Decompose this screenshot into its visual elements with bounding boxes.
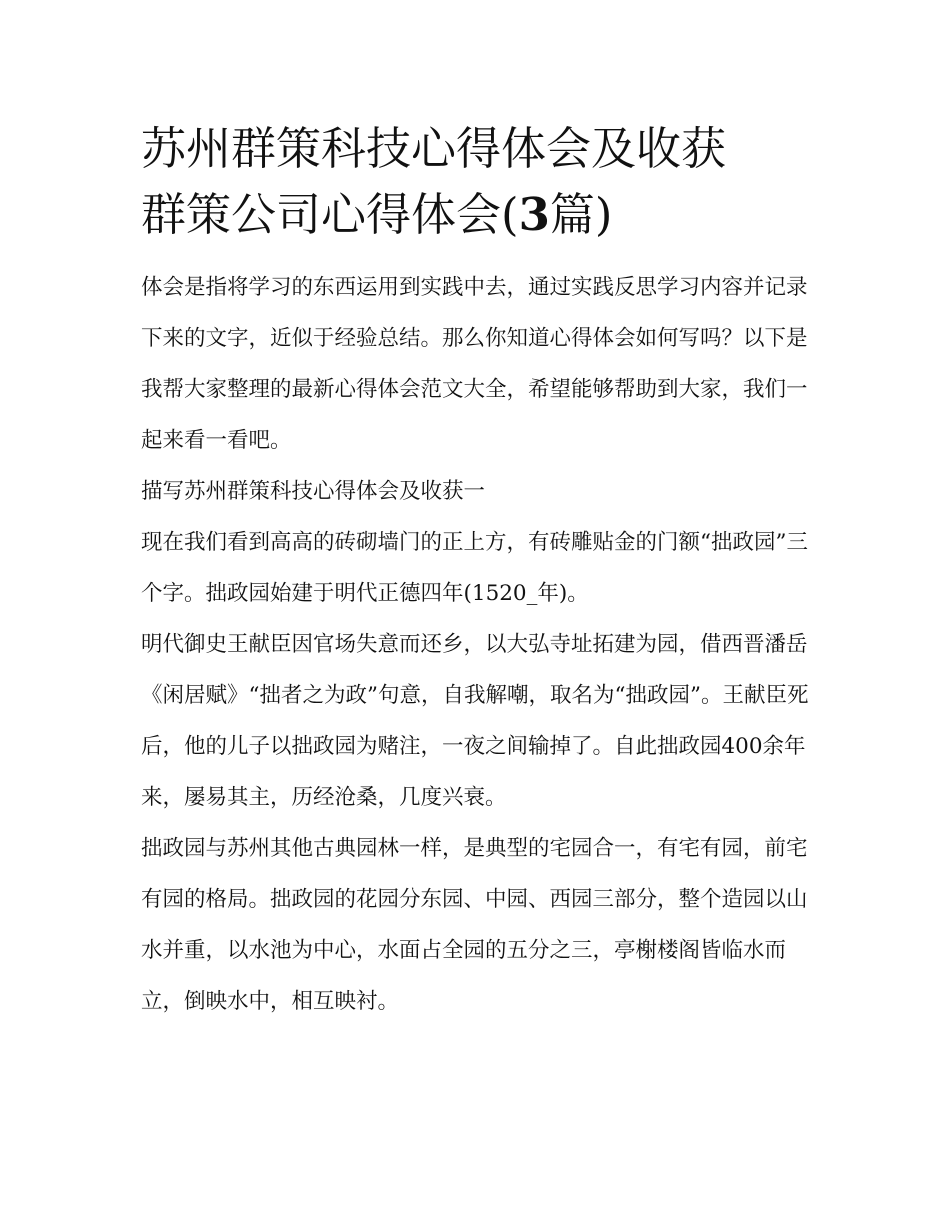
body-paragraph-3: 拙政园与苏州其他古典园林一样，是典型的宅园合一，有宅有园，前宅有园的格局。拙政园的花园分东园、中园、西园三部分，整个造园以山水并重，以水池为中心，水面占全园的五分之三，亭榭楼阁皆临水而立，倒映水中，相互映衬。 <box>141 836 808 1014</box>
intro-paragraph: 体会是指将学习的东西运用到实践中去，通过实践反思学习内容并记录下来的文字，近似于经验总结。那么你知道心得体会如何写吗？以下是我帮大家整理的最新心得体会范文大全，希望能够帮助到大家，我们一起来看一看吧。 <box>141 275 808 453</box>
title-line-2-end: 篇) <box>549 188 613 241</box>
section-heading: 描写苏州群策科技心得体会及收获一 <box>141 479 486 504</box>
title-line-2-count: 3 <box>518 188 550 241</box>
title-line-2-start: 群策公司心得体会( <box>141 188 519 241</box>
body-paragraph-1: 现在我们看到高高的砖砌墙门的正上方，有砖雕贴金的门额“拙政园”三个字。拙政园始建于明代正德四年(1520_年)。 <box>141 530 808 606</box>
title-line-1: 苏州群策科技心得体会及收获 <box>141 122 727 175</box>
document-body <box>141 116 813 1027</box>
body-paragraph-2: 明代御史王献臣因官场失意而还乡，以大弘寺址拓建为园，借西晋潘岳《闲居赋》“拙者之为政”句意，自我解嘲，取名为“拙政园”。王献臣死后，他的儿子以拙政园为赌注，一夜之间输掉了。自此拙政园400余年来，屡易其主，历经沧桑，几度兴衰。 <box>141 632 809 810</box>
document-title <box>141 116 813 248</box>
